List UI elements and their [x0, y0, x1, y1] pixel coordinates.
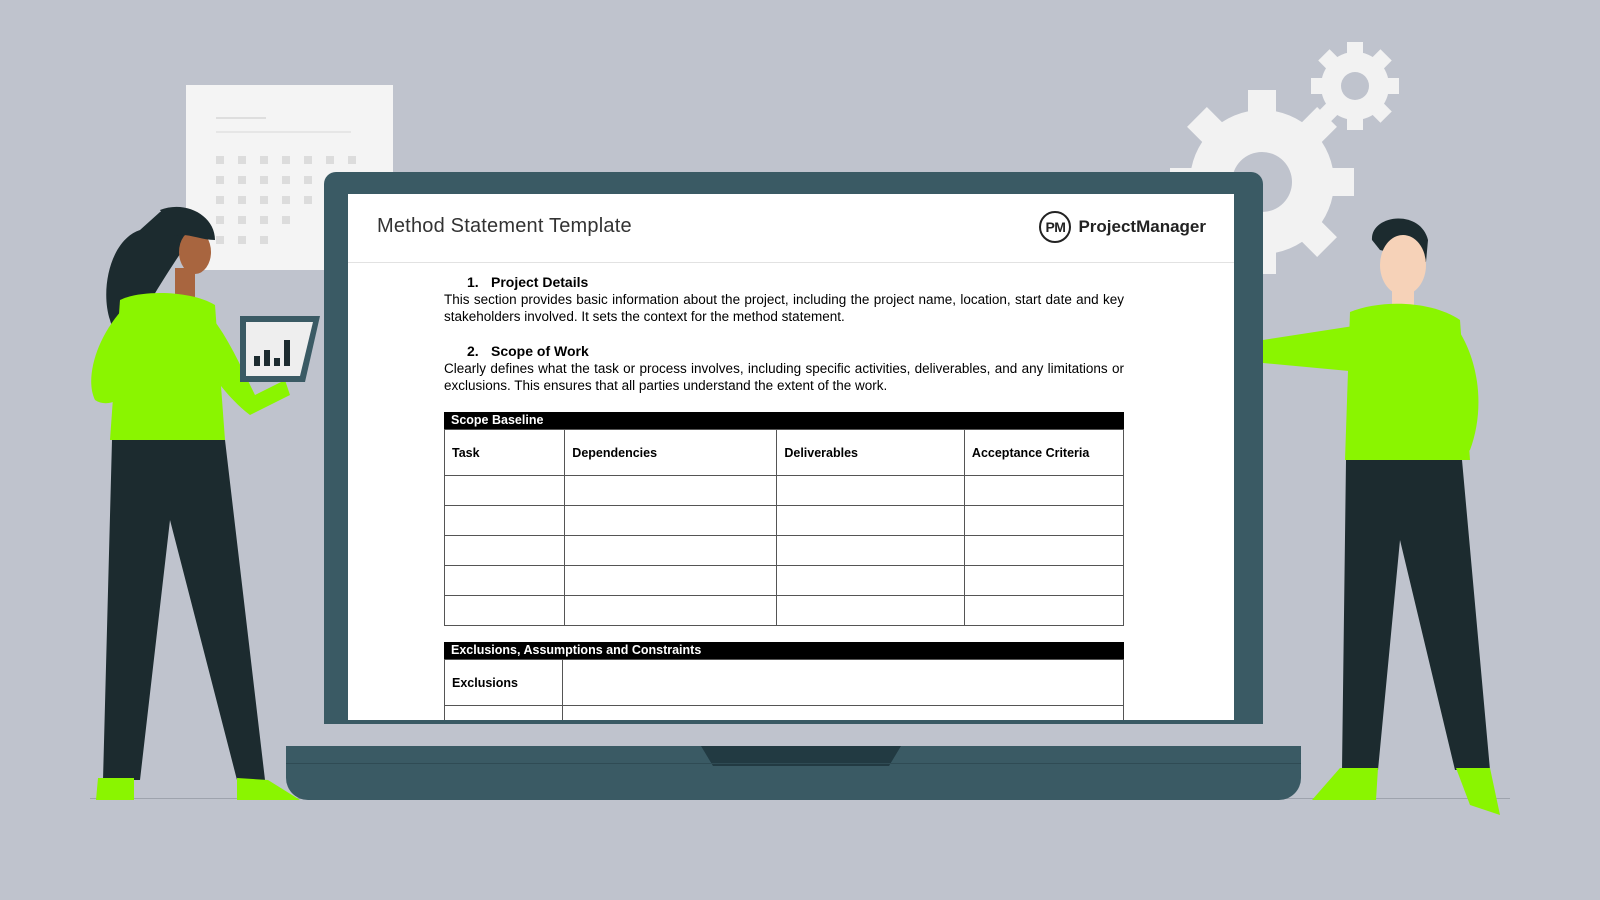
table-cell [777, 566, 965, 596]
row-label [445, 706, 563, 721]
table-cell [964, 566, 1123, 596]
table-cell [777, 596, 965, 626]
section-text: Clearly defines what the task or process involves, including specific activities, deliverables, and any limitations or exclusions. This ensures that all parties understand the extent of the work. [444, 361, 1124, 393]
gear-icon [1311, 42, 1399, 130]
table-cell [964, 476, 1123, 506]
table-row [445, 476, 1124, 506]
document-body [444, 274, 1124, 720]
table-row [445, 596, 1124, 626]
table-cell [565, 536, 777, 566]
woman-figure [91, 207, 320, 800]
table-cell [445, 476, 565, 506]
section-number: 2. [467, 343, 479, 359]
table-cell [563, 660, 1124, 706]
exclusions-table-title: Exclusions, Assumptions and Constraints [444, 642, 1124, 659]
table-cell [777, 476, 965, 506]
column-header-dependencies: Dependencies [565, 430, 777, 476]
table-header-row [445, 430, 1124, 476]
scope-baseline-table [444, 429, 1124, 626]
table-row [445, 706, 1124, 721]
table-cell [964, 506, 1123, 536]
document-title: Method Statement Template [377, 215, 632, 237]
column-header-acceptance-criteria: Acceptance Criteria [964, 430, 1123, 476]
table-cell [964, 596, 1123, 626]
document-page [348, 194, 1234, 720]
column-header-task: Task [445, 430, 565, 476]
scope-table-title: Scope Baseline [444, 412, 1124, 429]
section-title: Scope of Work [491, 343, 589, 359]
table-cell [777, 536, 965, 566]
table-cell [777, 506, 965, 536]
section-title: Project Details [491, 274, 589, 290]
table-cell [964, 536, 1123, 566]
section-number: 1. [467, 274, 479, 290]
table-cell [565, 476, 777, 506]
laptop-base-line [286, 763, 1301, 764]
brand [1039, 211, 1206, 243]
section-heading [467, 274, 1124, 290]
table-cell [445, 536, 565, 566]
document-header [348, 194, 1234, 263]
table-row [445, 660, 1124, 706]
table-row [445, 536, 1124, 566]
table-cell [565, 506, 777, 536]
table-cell [565, 566, 777, 596]
section-heading [467, 343, 1124, 359]
table-row [445, 506, 1124, 536]
table-cell [563, 706, 1124, 721]
brand-name: ProjectManager [1078, 217, 1206, 236]
table-cell [445, 566, 565, 596]
bar-chart-icon [240, 316, 320, 382]
table-cell [445, 506, 565, 536]
exclusions-table [444, 659, 1124, 720]
table-cell [565, 596, 777, 626]
table-row [445, 566, 1124, 596]
column-header-deliverables: Deliverables [777, 430, 965, 476]
table-cell [445, 596, 565, 626]
row-label-exclusions: Exclusions [445, 660, 563, 706]
section-text: This section provides basic information about the project, including the project name, location, start date and key stakeholders involved. It sets the context for the method statement. [444, 292, 1124, 324]
pm-logo-icon: PM [1039, 211, 1071, 243]
